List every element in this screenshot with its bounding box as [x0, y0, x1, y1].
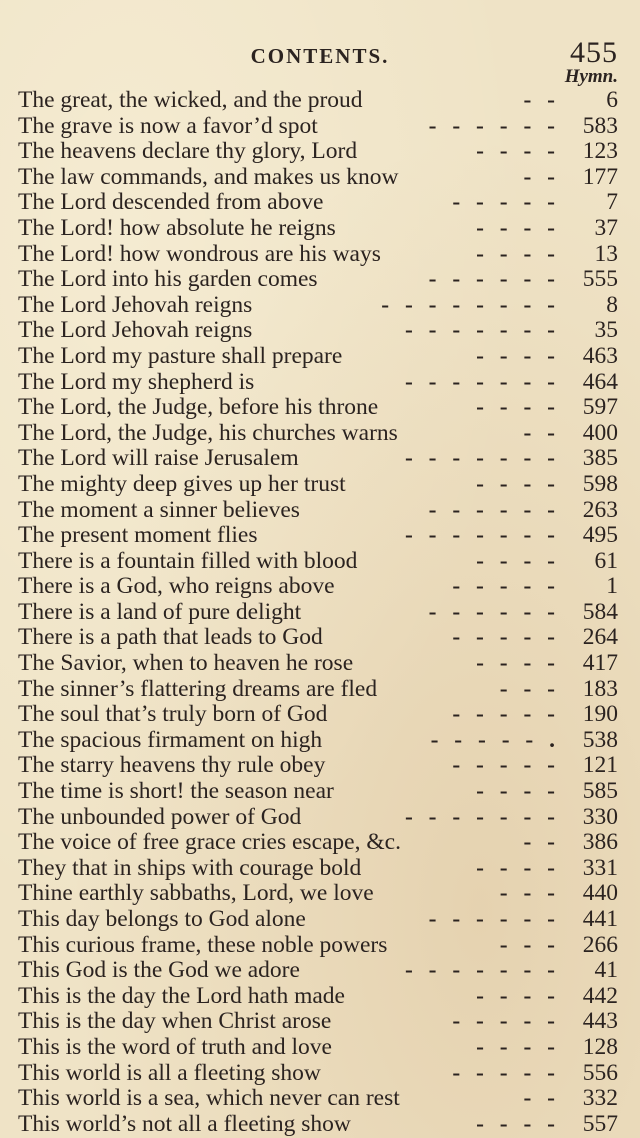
hymn-number: 441: [582, 906, 618, 932]
contents-entry: [0, 293, 640, 319]
hymn-number: 263: [582, 496, 618, 523]
hymn-number: 8: [606, 291, 618, 318]
hymn-number: 557: [582, 1110, 618, 1137]
leader-dashes: - - -: [499, 675, 560, 702]
hymn-first-line: Thine earthly sabbaths, Lord, we love: [18, 880, 374, 907]
leader-dashes: - - - - - - - -: [381, 291, 560, 318]
hymn-number: 400: [582, 419, 618, 446]
hymn-first-line: The grave is now a favor’d spot: [18, 112, 318, 139]
contents-entry: [0, 165, 640, 191]
contents-entry: [0, 216, 640, 242]
leader-dashes: - - - - - -: [428, 112, 560, 139]
hymn-first-line: The mighty deep gives up her trust: [18, 470, 346, 497]
contents-entry: [0, 344, 640, 370]
leader-dashes: - - - -: [476, 394, 560, 421]
hymn-first-line: This day belongs to God alone: [18, 906, 306, 932]
leader-dashes: - -: [523, 419, 560, 446]
hymn-number: 386: [582, 829, 618, 856]
leader-dashes: - - - - -: [452, 752, 560, 779]
leader-dashes: - - - - - .: [430, 726, 560, 753]
contents-entry: [0, 728, 640, 754]
hymn-first-line: There is a land of pure delight: [18, 598, 302, 625]
hymn-number: 584: [582, 598, 618, 625]
leader-dashes: - - - - -: [452, 624, 560, 651]
contents-entry: [0, 958, 640, 984]
contents-entry: [0, 702, 640, 728]
contents-entry: [0, 549, 640, 575]
hymn-number: 183: [582, 675, 618, 702]
leader-dashes: - - - - -: [452, 1059, 560, 1086]
hymn-number: 7: [606, 189, 618, 216]
leader-dashes: - - - - - - -: [404, 803, 560, 830]
hymn-first-line: This world’s not all a fleeting show: [18, 1110, 351, 1137]
running-head: [0, 36, 640, 76]
contents-entry: [0, 933, 640, 959]
hymn-first-line: The Savior, when to heaven he rose: [18, 650, 354, 677]
page-number: 455: [570, 36, 618, 69]
contents-list: [0, 88, 640, 1137]
leader-dashes: - -: [523, 829, 560, 856]
leader-dashes: - - - - - -: [428, 496, 560, 523]
leader-dashes: - - - -: [476, 854, 560, 881]
contents-entry: [0, 600, 640, 626]
hymn-number: 440: [582, 880, 618, 907]
contents-entry: [0, 395, 640, 421]
hymn-first-line: This is the word of truth and love: [18, 1033, 332, 1060]
hymn-first-line: The sinner’s flattering dreams are fled: [18, 675, 378, 702]
hymn-number: 264: [582, 624, 618, 651]
contents-entry: [0, 625, 640, 651]
hymn-first-line: The present moment flies: [18, 522, 258, 549]
hymn-first-line: The Lord Jehovah reigns: [18, 291, 253, 318]
hymn-number: 597: [582, 394, 618, 421]
leader-dashes: - -: [523, 87, 560, 113]
contents-entry: [0, 446, 640, 472]
contents-entry: [0, 856, 640, 882]
leader-dashes: - - - - - -: [428, 266, 560, 293]
hymn-number: 556: [582, 1059, 618, 1086]
hymn-first-line: The Lord! how wondrous are his ways: [18, 240, 381, 267]
leader-dashes: - - - -: [476, 982, 560, 1009]
hymn-number: 464: [582, 368, 618, 395]
hymn-first-line: This God is the God we adore: [18, 957, 300, 984]
leader-dashes: - - - - - - -: [404, 368, 560, 395]
hymn-first-line: There is a path that leads to God: [18, 624, 323, 651]
leader-dashes: - - - -: [476, 1110, 560, 1137]
contents-entry: [0, 242, 640, 268]
contents-entry: [0, 984, 640, 1010]
contents-entry: [0, 139, 640, 165]
contents-entry: [0, 830, 640, 856]
hymn-first-line: The Lord into his garden comes: [18, 266, 318, 293]
contents-entry: [0, 114, 640, 140]
contents-entry: [0, 472, 640, 498]
hymn-first-line: This is the day the Lord hath made: [18, 982, 345, 1009]
hymn-number: 266: [582, 931, 618, 958]
leader-dashes: - - - - - -: [428, 906, 560, 932]
leader-dashes: - - - -: [476, 214, 560, 241]
contents-entry: [0, 651, 640, 677]
hymn-first-line: The Lord my pasture shall prepare: [18, 342, 343, 369]
leader-dashes: - - - -: [476, 1033, 560, 1060]
hymn-number: 495: [582, 522, 618, 549]
hymn-first-line: This is the day when Christ arose: [18, 1008, 332, 1035]
hymn-first-line: There is a God, who reigns above: [18, 573, 335, 600]
hymn-number: 442: [582, 982, 618, 1009]
leader-dashes: - - - -: [476, 470, 560, 497]
leader-dashes: - - - - -: [452, 189, 560, 216]
hymn-first-line: The Lord my shepherd is: [18, 368, 255, 395]
contents-entry: [0, 190, 640, 216]
leader-dashes: - - - -: [476, 547, 560, 574]
hymn-first-line: The great, the wicked, and the proud: [18, 87, 363, 113]
hymn-number: 538: [582, 726, 618, 753]
contents-entry: [0, 805, 640, 831]
hymn-first-line: The heavens declare thy glory, Lord: [18, 138, 358, 165]
hymn-number: 417: [582, 650, 618, 677]
hymn-number: 123: [582, 138, 618, 165]
hymn-first-line: There is a fountain filled with blood: [18, 547, 358, 574]
contents-entry: [0, 779, 640, 805]
hymn-number: 1: [606, 573, 618, 600]
hymn-first-line: This world is all a fleeting show: [18, 1059, 321, 1086]
leader-dashes: - - - - - - -: [404, 445, 560, 472]
contents-entry: [0, 1009, 640, 1035]
hymn-first-line: They that in ships with courage bold: [18, 854, 362, 881]
leader-dashes: - - - - - - -: [404, 957, 560, 984]
hymn-number: 190: [582, 701, 618, 728]
hymn-first-line: The Lord will raise Jerusalem: [18, 445, 299, 472]
contents-entry: [0, 753, 640, 779]
hymn-number: 121: [582, 752, 618, 779]
contents-entry: [0, 881, 640, 907]
contents-entry: [0, 421, 640, 447]
contents-entry: [0, 907, 640, 933]
hymn-first-line: The Lord, the Judge, his churches warns: [18, 419, 398, 446]
hymn-number: 37: [594, 214, 618, 241]
hymn-number: 61: [594, 547, 618, 574]
hymn-first-line: The moment a sinner believes: [18, 496, 300, 523]
leader-dashes: - - - - - -: [428, 598, 560, 625]
leader-dashes: - - - - - - -: [404, 317, 560, 344]
hymn-number: 598: [582, 470, 618, 497]
contents-entry: [0, 318, 640, 344]
contents-entry: [0, 1035, 640, 1061]
leader-dashes: - - - -: [476, 650, 560, 677]
hymn-first-line: The Lord Jehovah reigns: [18, 317, 253, 344]
contents-entry: [0, 498, 640, 524]
hymn-number: 177: [582, 163, 618, 190]
leader-dashes: - - - -: [476, 138, 560, 165]
contents-entry: [0, 370, 640, 396]
leader-dashes: - - - - -: [452, 573, 560, 600]
hymn-column-label: Hymn.: [564, 66, 618, 87]
hymn-first-line: The Lord descended from above: [18, 189, 324, 216]
contents-entry: [0, 88, 640, 114]
leader-dashes: - - -: [499, 880, 560, 907]
hymn-number: 35: [594, 317, 618, 344]
leader-dashes: - - - - -: [452, 701, 560, 728]
hymn-number: 6: [606, 87, 618, 113]
leader-dashes: - - - - -: [452, 1008, 560, 1035]
leader-dashes: - - - - - - -: [404, 522, 560, 549]
contents-entry: [0, 574, 640, 600]
hymn-first-line: The spacious firmament on high: [18, 726, 323, 753]
hymn-first-line: The time is short! the season near: [18, 778, 334, 805]
hymn-number: 41: [594, 957, 618, 984]
hymn-first-line: The soul that’s truly born of God: [18, 701, 328, 728]
hymn-number: 128: [582, 1033, 618, 1060]
hymn-first-line: The Lord, the Judge, before his throne: [18, 394, 379, 421]
leader-dashes: - - - -: [476, 778, 560, 805]
leader-dashes: - - - -: [476, 342, 560, 369]
hymn-number: 13: [594, 240, 618, 267]
contents-entry: [0, 677, 640, 703]
hymn-number: 330: [582, 803, 618, 830]
contents-entry: [0, 1112, 640, 1138]
hymn-number: 555: [582, 266, 618, 293]
contents-entry: [0, 267, 640, 293]
contents-entry: [0, 523, 640, 549]
hymn-first-line: The voice of free grace cries escape, &c.: [18, 829, 401, 856]
leader-dashes: - -: [523, 1085, 560, 1112]
hymn-first-line: The law commands, and makes us know: [18, 163, 399, 190]
hymn-number: 385: [582, 445, 618, 472]
hymn-first-line: The starry heavens thy rule obey: [18, 752, 326, 779]
hymn-number: 331: [582, 854, 618, 881]
leader-dashes: - - - -: [476, 240, 560, 267]
contents-entry: [0, 1061, 640, 1087]
hymn-first-line: This curious frame, these noble powers: [18, 931, 388, 958]
leader-dashes: - -: [523, 163, 560, 190]
hymn-first-line: The unbounded power of God: [18, 803, 302, 830]
hymn-first-line: The Lord! how absolute he reigns: [18, 214, 336, 241]
hymn-number: 443: [582, 1008, 618, 1035]
leader-dashes: - - -: [499, 931, 560, 958]
page-title: CONTENTS.: [250, 44, 390, 68]
hymn-number: 583: [582, 112, 618, 139]
hymn-number: 463: [582, 342, 618, 369]
hymn-number: 332: [582, 1085, 618, 1112]
hymn-number: 585: [582, 778, 618, 805]
hymn-first-line: This world is a sea, which never can rest: [18, 1085, 400, 1112]
contents-entry: [0, 1086, 640, 1112]
